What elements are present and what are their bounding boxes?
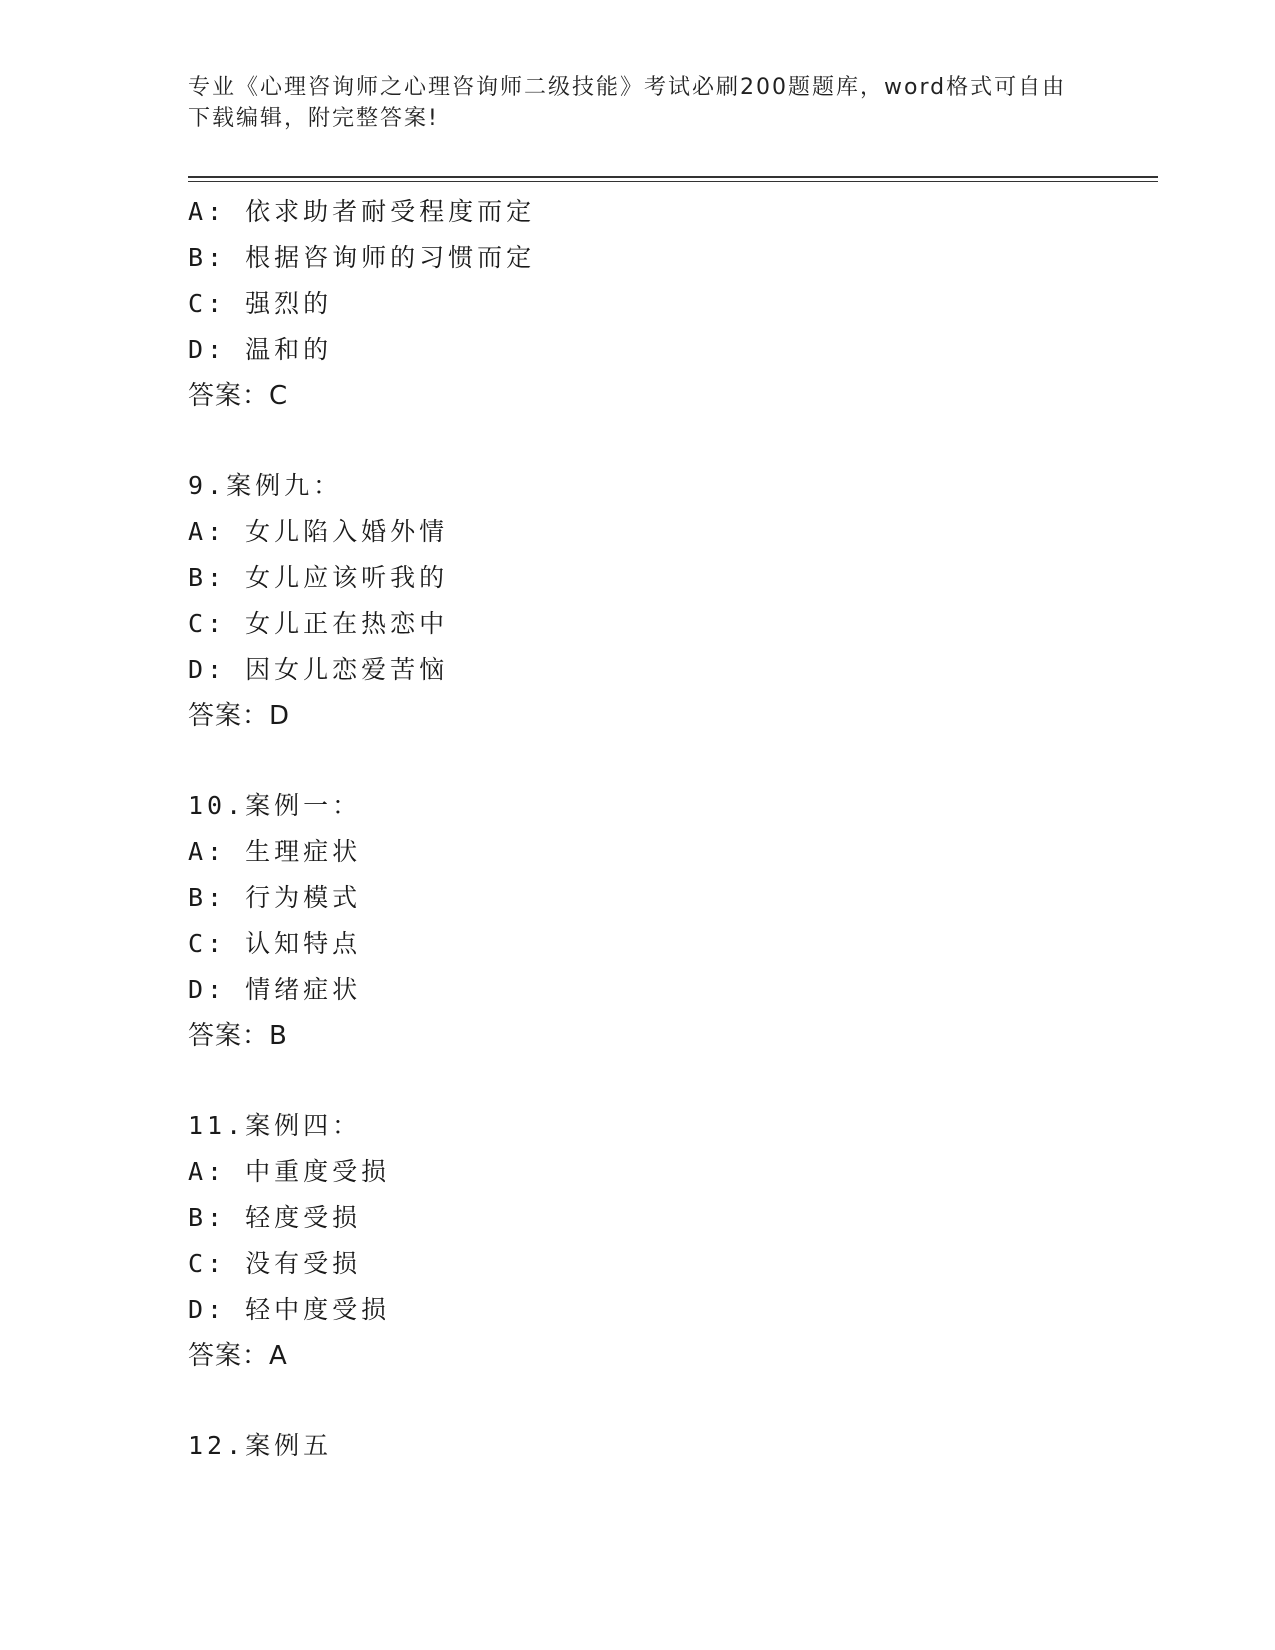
option-d: D: 因女儿恋爱苦恼: [188, 655, 449, 684]
document-header: 专业《心理咨询师之心理咨询师二级技能》考试必刷200题题库，word格式可自由下载编辑，附完整答案!: [188, 75, 1067, 131]
spacer: [188, 419, 1088, 463]
question-list: [188, 189, 1088, 1469]
option-c: C: 没有受损: [188, 1249, 362, 1278]
header-divider-thin: [188, 181, 1158, 182]
question-8: [188, 189, 1088, 419]
header-divider-thick: [188, 176, 1158, 178]
spacer: [188, 1379, 1088, 1423]
question-title: 9.案例九：: [188, 471, 343, 500]
question-12: [188, 1423, 1088, 1469]
option-b: B: 根据咨询师的习惯而定: [188, 243, 536, 272]
option-d: D: 轻中度受损: [188, 1295, 391, 1324]
option-a: A: 生理症状: [188, 837, 362, 866]
option-a: A: 依求助者耐受程度而定: [188, 197, 536, 226]
question-10: [188, 783, 1088, 1059]
answer: 答案：C: [188, 381, 289, 411]
spacer: [188, 739, 1088, 783]
question-title: 10.案例一：: [188, 791, 362, 820]
question-9: [188, 463, 1088, 739]
option-b: B: 行为模式: [188, 883, 362, 912]
answer: 答案：A: [188, 1341, 288, 1371]
option-b: B: 轻度受损: [188, 1203, 362, 1232]
option-b: B: 女儿应该听我的: [188, 563, 449, 592]
option-a: A: 女儿陷入婚外情: [188, 517, 449, 546]
option-c: C: 认知特点: [188, 929, 362, 958]
answer: 答案：D: [188, 701, 291, 731]
question-11: [188, 1103, 1088, 1379]
option-c: C: 女儿正在热恋中: [188, 609, 449, 638]
option-a: A: 中重度受损: [188, 1157, 391, 1186]
question-title: 11.案例四：: [188, 1111, 362, 1140]
answer: 答案：B: [188, 1021, 288, 1051]
spacer: [188, 1059, 1088, 1103]
option-d: D: 情绪症状: [188, 975, 362, 1004]
option-d: D: 温和的: [188, 335, 333, 364]
option-c: C: 强烈的: [188, 289, 333, 318]
question-title: 12.案例五: [188, 1431, 333, 1460]
